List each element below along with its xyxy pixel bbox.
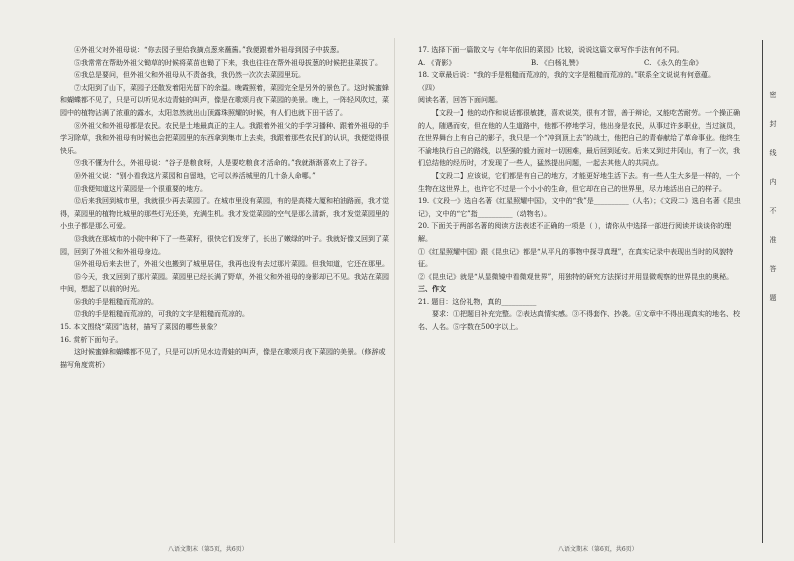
paragraph: ⑮今天，我又回到了那片菜园。菜园里已经长满了野草，外祖父和外祖母的身影却已不见。我站在菜园中间，想起了以前的时光。 [60, 272, 389, 294]
question-17-options [418, 57, 745, 70]
right-column [418, 44, 745, 334]
question-16-quote: 这时候蜜蜂和蝴蝶都不见了，只是可以听见水边青蛙的叫声，像是在歌颂月夜下菜园的美景。（修辞或描写角度赏析） [60, 348, 386, 369]
binding-char: 准 [769, 236, 777, 244]
question-20-statement-1: ①《红星照耀中国》跟《昆虫记》都是“从平凡的事物中探寻真理”，在真实记录中表现出当时的风貌特征。 [418, 247, 734, 269]
page-footer-left: 八语文期末（第5页，共6页） [168, 546, 248, 553]
paragraph: ⑰我的手是粗糙而荒凉的，可我的文字是粗糙而荒凉的。 [74, 310, 249, 319]
paragraph: ⑤我常常在帮助外祖父锄草的时候将菜苗也锄了下来，我也往往在帮外祖母拔葱的时候把韭菜拔了。 [74, 58, 382, 67]
page-footer-right: 八语文期末（第6页，共6页） [558, 546, 638, 553]
option-c: C. 《永久的生命》 [644, 58, 703, 67]
section-4-intro: 阅读名著，回答下面问题。 [418, 96, 502, 105]
binding-line [762, 40, 763, 543]
text-passage-b: 【文段二】应该说，它们都是有自己的地方，才能更好地生活下去。有一些人生大多是一样的，一个生物在这世界上，也许它不过是一个小小的生命，但它却在自己的世界里，尽力地活出自己的样子。 [418, 171, 740, 193]
essay-requirements: 要求：①把题目补充完整。②表达真情实感。③不得套作、抄袭。④文章中不得出现真实的地名、校名、人名。⑤字数在500字以上。 [418, 310, 740, 332]
option-a: A. 《背影》 [418, 58, 456, 67]
paragraph: ⑭外祖母后来去世了，外祖父也搬到了城里居住，我再也没有去过那片菜园。但我知道，它还在那里。 [74, 260, 389, 269]
question-15: 15. 本文围绕“菜园”选材，描写了菜园的哪些景象？ [60, 323, 221, 332]
question-20-statement-2: ②《昆虫记》就是“从显微镜中看微观世界”，用独特的研究方法探讨并用显微观察的世界昆虫的奥秘。 [418, 272, 734, 281]
paragraph: ⑯我的手是粗糙而荒凉的。 [74, 297, 158, 306]
paragraph: ④外祖父对外祖母说：“你去园子里给我摘点葱来蘸酱。”我便跟着外祖母到园子中拔葱。 [74, 46, 344, 54]
section-3-heading: 三、作文 [418, 284, 446, 294]
binding-char: 内 [769, 178, 777, 186]
paragraph: ⑬我就在那城市的小院中种下了一些菜籽，很快它们发芽了，长出了嫩绿的叶子。我就好像又回到了菜园，回到了外祖父和外祖母身边。 [60, 234, 389, 256]
section-4-heading: （四） [418, 83, 439, 92]
paragraph: ⑪我便知道这片菜园是一个很重要的地方。 [74, 184, 207, 193]
paragraph: ⑫后来我回到城市里，我就很少再去菜园了。在城市里没有菜园，有的是高楼大厦和柏油路面，我才觉得，菜园里的植物比城里的那些灯光还美，充满生机。我才发觉菜园的空气是那么清新，我才发觉菜园里的小虫子都是那么可爱。 [60, 197, 389, 231]
paragraph: ⑨我不懂为什么，外祖母说：“谷子是粮食呀，人是要吃粮食才活命的。”我就渐渐喜欢上了谷子。 [74, 159, 372, 168]
question-16: 16. 赏析下面句子。 [60, 335, 123, 344]
question-17: 17. 选择下面一篇散文与《年年依旧的菜园》比较，说说这篇文章写作手法有何不同。 [418, 46, 684, 54]
question-19: 19.《文段一》选自名著《红星照耀中国》，文中的“我”是__________（人名）；《文段二》选自名著《昆虫记》，文中的“它”指__________（动物名）。 [418, 197, 741, 218]
question-20: 20. 下面关于两部名著的阅读方法表述不正确的一项是（ ），请你从中选择一部进行阅读并谈谈你的理解。 [418, 222, 732, 243]
binding-char: 不 [769, 207, 777, 215]
binding-char: 题 [769, 294, 777, 302]
paragraph: ⑥我总是要问，但外祖父和外祖母从不责备我，我仍然一次次去菜园里玩。 [74, 71, 305, 80]
left-column [60, 44, 390, 371]
paragraph: ⑩外祖父说：“别小看我这片菜园和自留地，它可以养活城里的几十条人命哪。” [74, 171, 316, 180]
paragraph: ⑧外祖父和外祖母都是农民。农民是土地最真正的主人。我跟着外祖父的手学习播种、跟着外祖母的手学习除草，我和外祖母有时候也会把菜园里的东西拿到集市上去卖，我跟着那些农民们的认识，我便觉得很快乐。 [60, 121, 389, 155]
text-passage-a: 【文段一】他的动作和说话都很敏捷，喜欢说笑，很有才智，善于辩论，又能吃苦耐劳。一个操正确的人，随遇而安，但在他的人生道路中，他都不停地学习，他出身是农民，从事过许多职业，当过演员，在世界舞台上有自己的影子，我只是一个“冲到顶上去”的战士，他把自己的青春献给了革命事业。他终生不渝地执行自己的路线，以坚强的毅力面对一切困难，最后回到延安。后来又到过井冈山，有了一次，我们总结他的经历时，才发现了一些人，猛然提出问题，一起去其他人的共同点。 [418, 108, 741, 168]
paragraph: ⑦太阳到了山下，菜园子还散发着阳光留下的余温。晚霞照着，菜园完全是另外的景色了。这时候蜜蜂和蝴蝶都不见了，只是可以听见水边青蛙的叫声，像是在歌颂月夜下菜园的美景。晚上，一阵轻风吹过，菜园中的植物沾满了浓重的露水，太阳忽然就出山顶露珠照耀的时候，有人们也就下田干活了。 [60, 83, 389, 117]
binding-char: 线 [769, 149, 777, 157]
page-divider [394, 38, 395, 543]
question-18: 18. 文章最后说：“我的手是粗糙而荒凉的，我的文字是粗糙而荒凉的。”联系全文说说有何意蕴。 [418, 71, 716, 80]
binding-notice [766, 90, 780, 303]
option-b: B. 《白杨礼赞》 [531, 58, 583, 67]
binding-char: 封 [769, 120, 777, 128]
binding-char: 密 [769, 91, 777, 99]
question-21: 21. 题目：这份礼物，真的__________ [418, 297, 537, 306]
binding-char: 答 [769, 265, 777, 273]
